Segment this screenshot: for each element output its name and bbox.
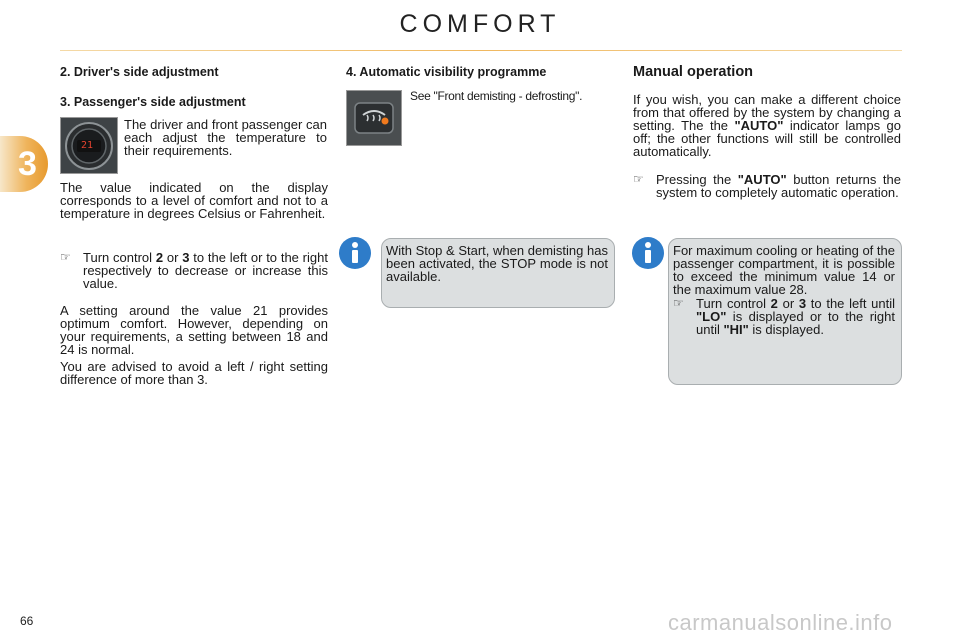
auto-button-label: "AUTO" (737, 172, 787, 187)
auto-button-bullet (633, 173, 901, 199)
value-text-block (60, 181, 328, 220)
advice-text-block (60, 360, 328, 386)
max-cooling-paragraph: For maximum cooling or heating of the passenger compartment, it is possible to exceed the minimum value 14 or the maximum value 28. (673, 243, 895, 297)
pointing-hand-icon: ☞ (60, 250, 71, 264)
demist-button-icon (347, 91, 401, 145)
auto-bullet-block (633, 173, 901, 199)
lo-hi-text-or: or (777, 296, 799, 311)
manual-heading-block (633, 66, 901, 79)
manual-paragraph-block (633, 93, 901, 158)
turn-control-block (60, 251, 328, 290)
lo-label: "LO" (696, 309, 727, 324)
watermark: carmanualsonline.info (668, 610, 893, 635)
lo-hi-text-mid2: is displayed or to the right until (696, 309, 895, 337)
bullet-text-start: Turn control (83, 250, 156, 265)
control-3-label: 3 (182, 250, 190, 265)
visibility-heading-block (346, 66, 606, 79)
lo-hi-bullet (673, 297, 895, 336)
left-column (60, 66, 328, 79)
pointing-hand-icon: ☞ (673, 296, 684, 310)
heading-visibility-programme: 4. Automatic visibility programme (346, 65, 547, 79)
temperature-control-image (60, 117, 118, 174)
page-title: COMFORT (399, 10, 561, 38)
heading-passenger-side: 3. Passenger's side adjustment (60, 95, 246, 109)
demist-button-image (346, 90, 402, 146)
pointing-hand-icon: ☞ (633, 172, 644, 186)
bullet-text-end: to the left or to the right respectively to decrease or increase this value. (83, 250, 328, 291)
auto-bullet-start: Pressing the (656, 172, 738, 187)
header-divider (60, 50, 902, 51)
see-reference-block (410, 90, 620, 103)
lo-hi-text-start: Turn control (696, 296, 771, 311)
intro-text-block (124, 118, 327, 157)
stop-start-info-text: With Stop & Start, when demisting has been activated, the STOP mode is not available. (386, 243, 608, 284)
turn-control-bullet (60, 251, 328, 290)
heading-manual-operation: Manual operation (633, 64, 754, 80)
lo-hi-text-end: is displayed. (748, 322, 824, 337)
manual-text-end: indicator lamps go off; the other functions will still be controlled automatically. (633, 118, 901, 159)
auto-bullet-end: button returns the system to completely automatic operation. (656, 172, 901, 200)
info-icon (338, 236, 372, 270)
heading-driver-side: 2. Driver's side adjustment (60, 65, 219, 79)
chapter-number: 3 (18, 145, 37, 183)
manual-paragraph (633, 93, 901, 158)
bullet-text-or: or (163, 250, 183, 265)
hi-label: "HI" (723, 322, 749, 337)
setting-text-block (60, 304, 328, 356)
intro-paragraph: The driver and front passenger can each adjust the temperature to their requirements. (124, 117, 327, 158)
max-cooling-info-text-block (673, 244, 895, 336)
info-icon (631, 236, 665, 270)
passenger-heading-block (60, 96, 328, 109)
setting-paragraph: A setting around the value 21 provides optimum comfort. However, depending on your requirements, a setting between 18 and 24 is normal. (60, 303, 328, 357)
chapter-tab[interactable] (0, 136, 48, 192)
stop-start-info-text-block (386, 244, 608, 283)
value-paragraph: The value indicated on the display corresponds to a level of comfort and not to a temperature in degrees Celsius or Fahrenheit. (60, 180, 328, 221)
auto-label: "AUTO" (734, 118, 784, 133)
see-reference-link[interactable]: See "Front demisting - defrosting". (410, 89, 583, 103)
lo-hi-text-mid: to the left until (806, 296, 895, 311)
info-control-2-label: 2 (770, 296, 778, 311)
page-number: 66 (20, 614, 34, 628)
manual-text-start: If you wish, you can make a different choice from that offered by the system by changing a setting. The the (633, 92, 901, 133)
advice-paragraph: You are advised to avoid a left / right setting difference of more than 3. (60, 359, 328, 387)
display-value: 21 (81, 140, 94, 151)
control-2-label: 2 (155, 250, 164, 265)
info-control-3-label: 3 (798, 296, 807, 311)
